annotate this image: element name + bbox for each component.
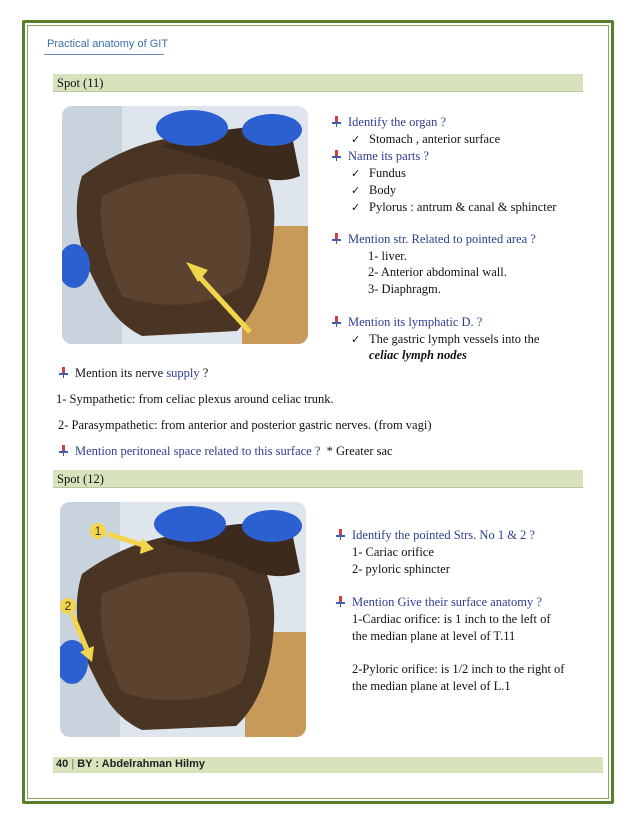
spot11-q1: Identify the organ ? [331, 115, 446, 130]
spot11-answer1: ✓ Stomach , anterior surface [351, 132, 501, 146]
pin-icon [331, 150, 342, 161]
header-title: Practical anatomy of GIT [47, 38, 169, 50]
spot12-q1: Identify the pointed Strs. No 1 & 2 ? [335, 528, 535, 543]
checkmark-icon: ✓ [351, 167, 361, 180]
spot12-label: Spot (12) [53, 470, 583, 488]
marker-2-label: 2 [64, 599, 72, 613]
pin-icon [331, 116, 342, 127]
spot11-q4: Mention its lymphatic D. ? [331, 315, 482, 330]
checkmark-icon: ✓ [351, 133, 361, 146]
spot11-nerve-sympathetic: 1- Sympathetic: from celiac plexus around celiac trunk. [56, 392, 334, 406]
spot11-label: Spot (11) [53, 74, 583, 92]
spot11-related-diaphragm: 3- Diaphragm. [368, 282, 441, 296]
footer [56, 758, 205, 770]
spot11-lymph-line2: celiac lymph nodes [369, 348, 467, 362]
spot12-answer-cardiac: 1- Cariac orifice [352, 545, 434, 559]
footer-author: BY : Abdelrahman Hilmy [77, 758, 205, 770]
spot12-cardiac-line1: 1-Cardiac orifice: is 1 inch to the left of [352, 612, 551, 626]
spot12-stomach-photo [60, 502, 306, 737]
page-number: 40 [56, 758, 69, 770]
checkmark-icon: ✓ [351, 333, 361, 346]
spot12-cardiac-line2: the median plane at level of T.11 [352, 629, 516, 643]
spot11-part-pylorus: ✓ Pylorus : antrum & canal & sphincter [351, 200, 557, 214]
spot12-answer-pyloric: 2- pyloric sphincter [352, 562, 450, 576]
spot11-related-wall: 2- Anterior abdominal wall. [368, 265, 507, 279]
checkmark-icon: ✓ [351, 201, 361, 214]
spot11-q5: Mention its nerve supply ? [58, 366, 208, 381]
spot11-q2: Name its parts ? [331, 149, 429, 164]
spot11-related-liver: 1- liver. [368, 249, 407, 263]
spot12-pyloric-line1: 2-Pyloric orifice: is 1/2 inch to the right of [352, 662, 565, 676]
marker-1-label: 1 [94, 524, 102, 538]
checkmark-icon: ✓ [351, 184, 361, 197]
spot12-q2: Mention Give their surface anatomy ? [335, 595, 542, 610]
pin-icon [335, 596, 346, 607]
spot11-stomach-photo [62, 106, 308, 344]
spot11-q6: Mention peritoneal space related to this surface ? * Greater sac [58, 444, 393, 459]
spot11-nerve-parasympathetic: 2- Parasympathetic: from anterior and posterior gastric nerves. (from vagi) [58, 418, 432, 432]
pin-icon [331, 316, 342, 327]
spot11-part-body: ✓ Body [351, 183, 397, 197]
spot11-lymph-line1: ✓ The gastric lymph vessels into the [351, 332, 540, 346]
spot11-part-fundus: ✓ Fundus [351, 166, 406, 180]
pin-icon [331, 233, 342, 244]
pin-icon [335, 529, 346, 540]
spot12-pyloric-line2: the median plane at level of L.1 [352, 679, 511, 693]
pin-icon [58, 445, 69, 456]
spot11-q3: Mention str. Related to pointed area ? [331, 232, 536, 247]
pin-icon [58, 367, 69, 378]
footer-separator: | [71, 758, 75, 770]
header-underline [44, 54, 164, 55]
